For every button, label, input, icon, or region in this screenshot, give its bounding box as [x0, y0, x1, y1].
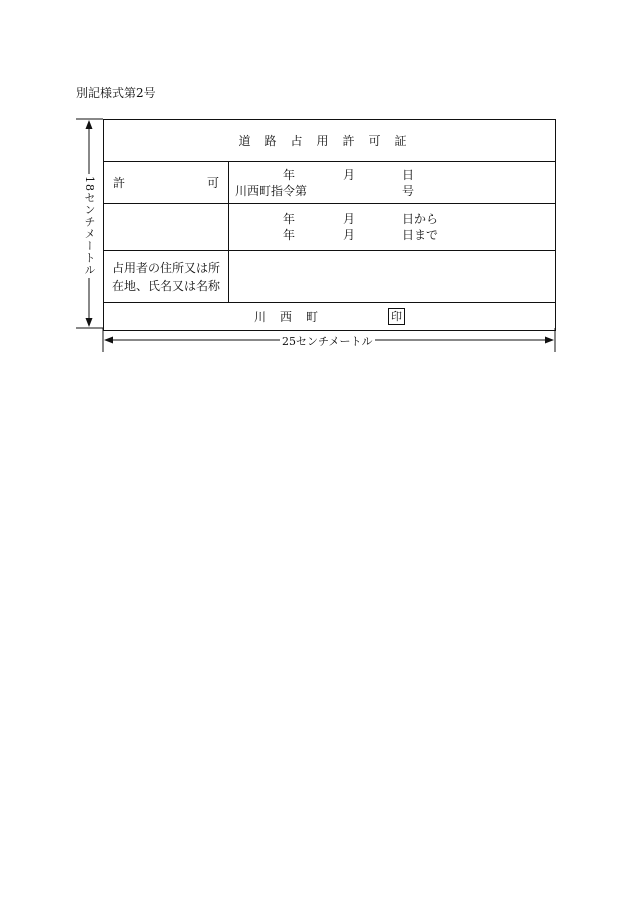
issuer-town: 川西町 [254, 310, 333, 324]
period-value-cell [229, 204, 556, 251]
permit-number: 号 [402, 183, 415, 198]
width-dimension-label: 25センチメートル [282, 335, 373, 348]
occupant-label-line1: 占用者の住所又は所 [112, 260, 221, 275]
permit-label-cell [104, 162, 229, 204]
form-number: 別記様式第2号 [76, 86, 156, 100]
permit-issuer: 川西町指令第 [235, 183, 308, 198]
permit-year: 年 [283, 167, 296, 182]
permit-label-right: 可 [206, 176, 219, 190]
period-from-month: 月 [343, 212, 356, 226]
permit-day: 日 [402, 167, 415, 182]
occupant-label-cell [104, 251, 229, 303]
form-title: 道路占用許可証 [104, 120, 556, 162]
permit-month: 月 [343, 167, 356, 182]
height-dimension-label: 18センチメートル [83, 176, 96, 276]
period-to-year: 年 [283, 228, 296, 242]
occupant-row [104, 251, 556, 303]
permit-form-table [103, 119, 556, 331]
occupant-label-line2: 在地、氏名又は名称 [112, 278, 221, 293]
period-label-cell [104, 204, 229, 251]
permit-row [104, 162, 556, 204]
period-from-year: 年 [283, 212, 296, 226]
permit-value-cell [229, 162, 556, 204]
stamp-cell [104, 303, 556, 331]
period-to-month: 月 [343, 228, 356, 242]
seal-mark: 印 [388, 308, 405, 325]
period-row [104, 204, 556, 251]
permit-label-left: 許 [113, 176, 126, 190]
period-to-day: 日まで [402, 228, 439, 242]
occupant-value-cell [229, 251, 556, 303]
period-from-day: 日から [402, 212, 439, 226]
